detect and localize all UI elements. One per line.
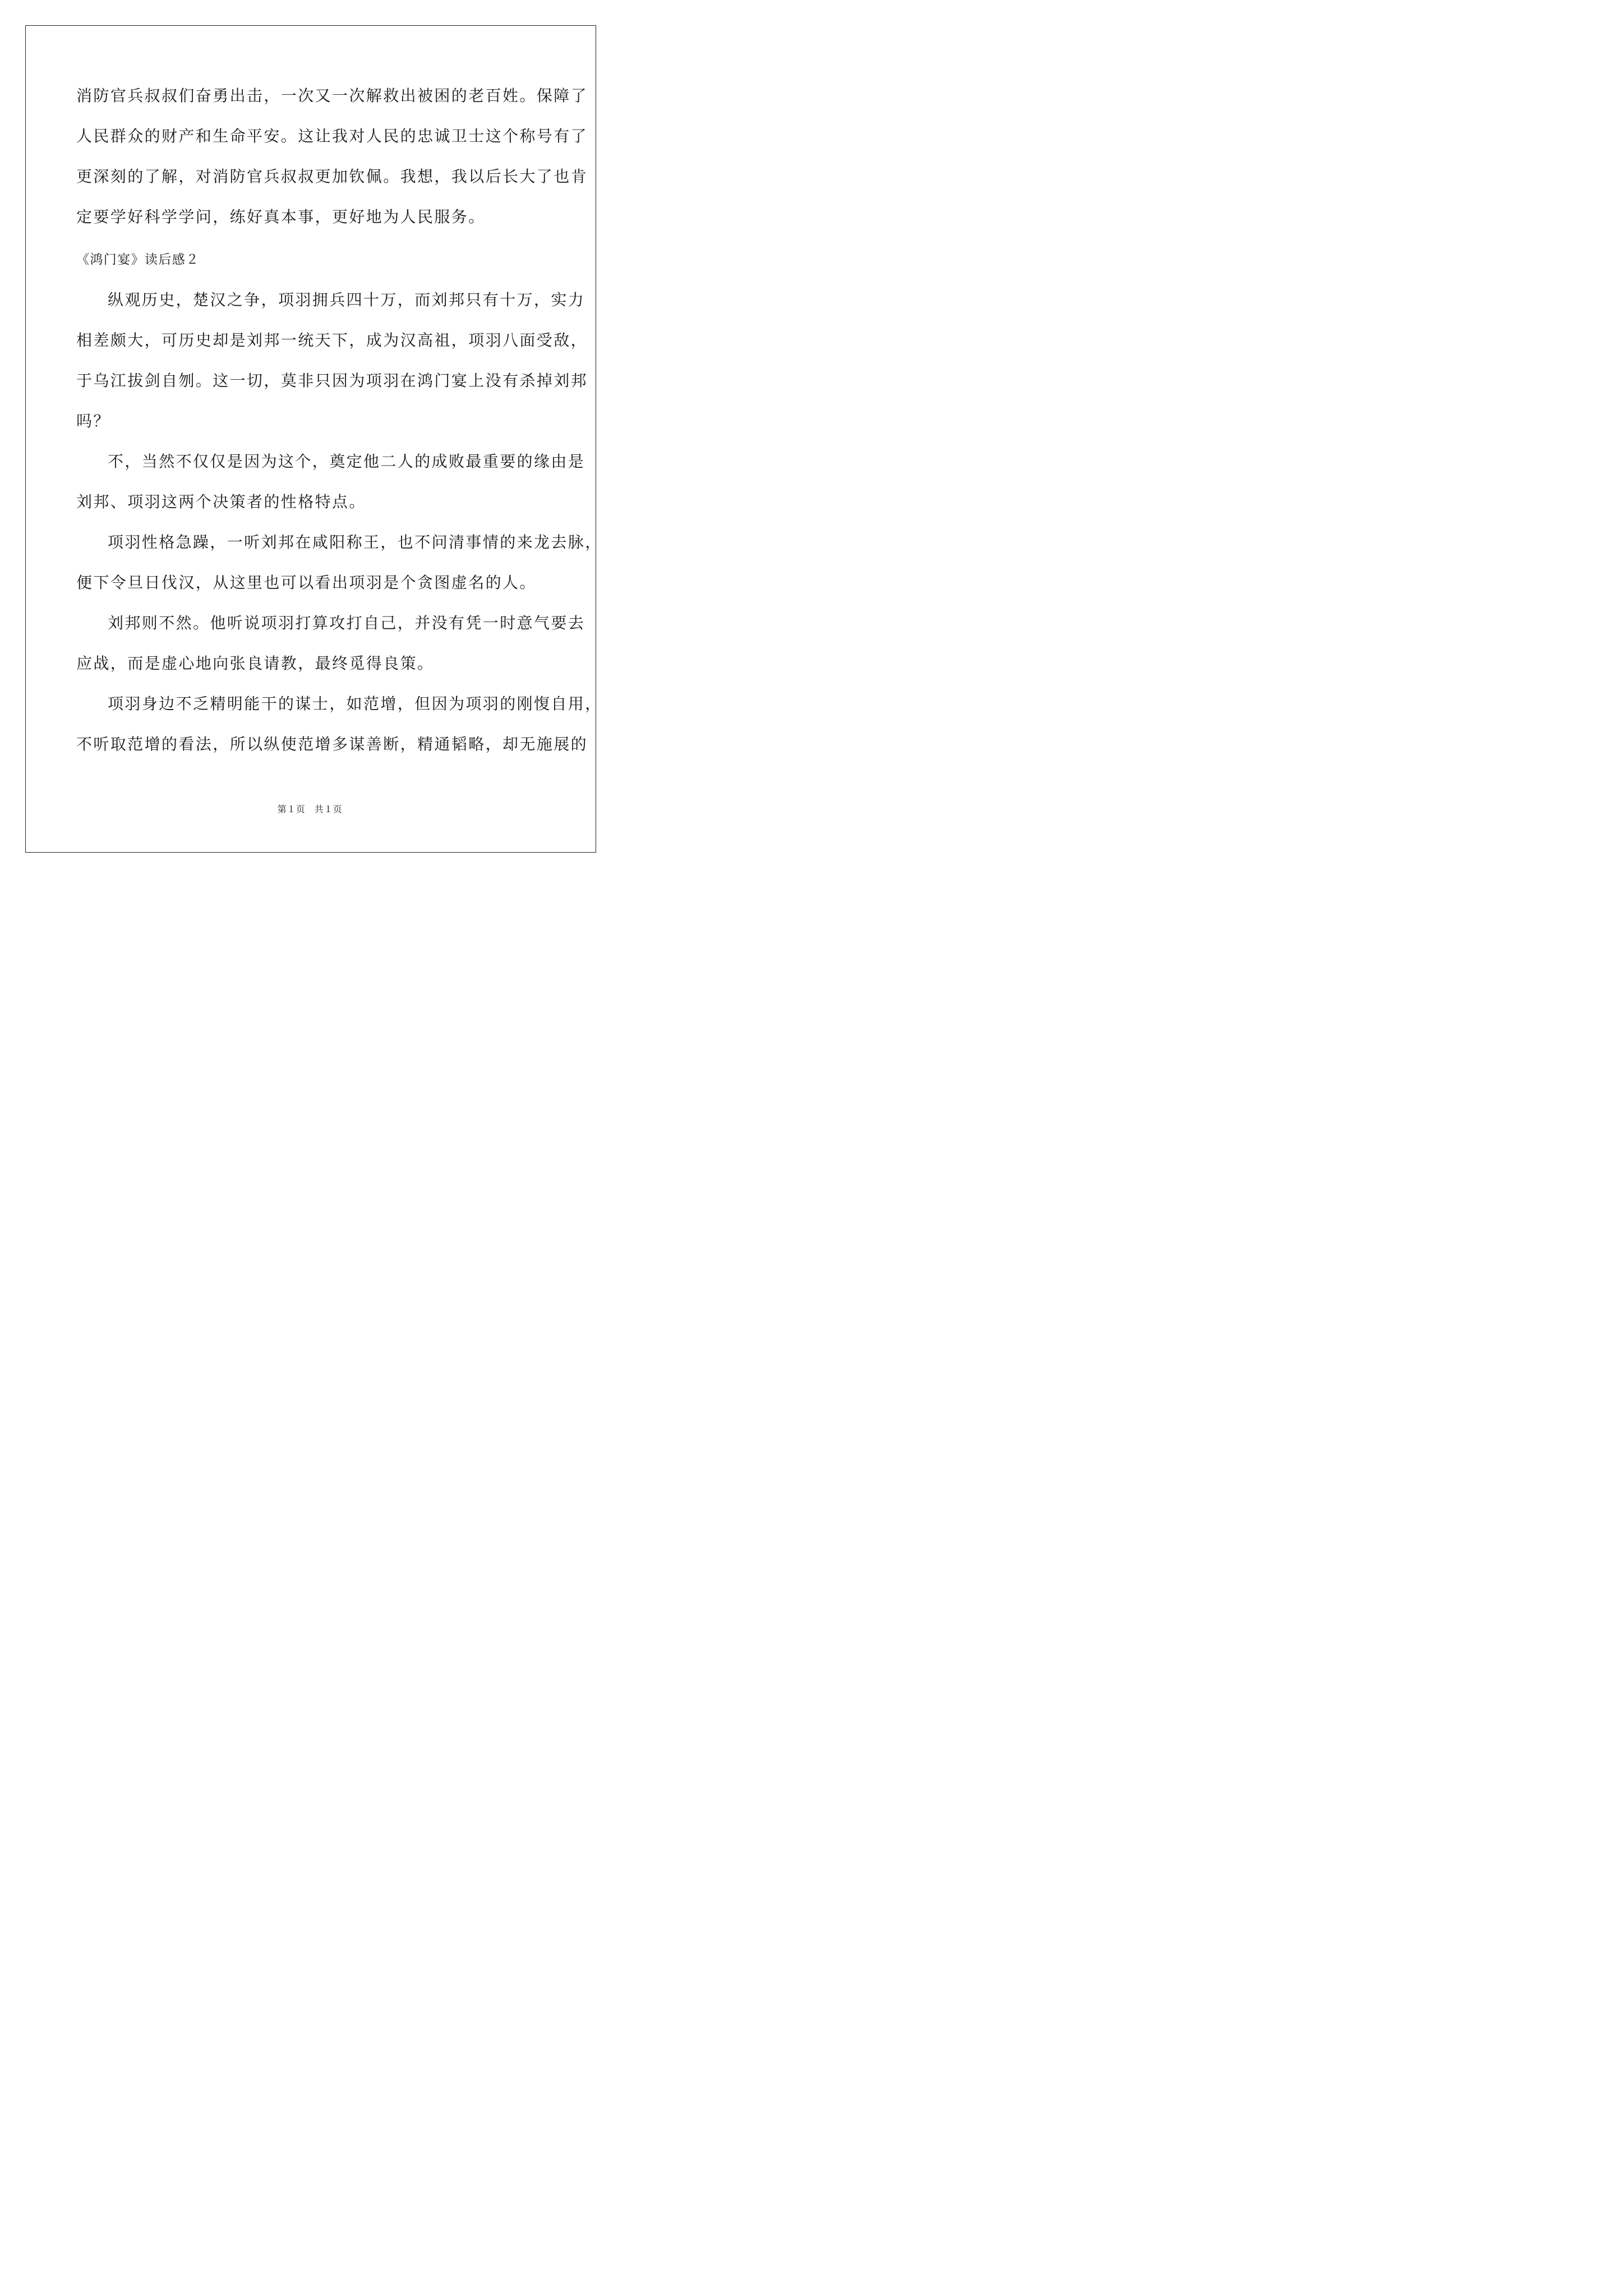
paragraph-first-line: 项羽性格急躁，一听刘邦在咸阳称王，也不问清事情的来龙去脉， [108,533,602,551]
body-text-line: 更深刻的了解，对消防官兵叔叔更加钦佩。我想，我以后长大了也肯 [76,167,588,186]
page-border [25,25,596,853]
page-footer: 第１页 共１页 [277,804,343,815]
paragraph-first-line: 纵观历史，楚汉之争，项羽拥兵四十万，而刘邦只有十万，实力 [108,291,585,309]
body-text-line: 不听取范增的看法，所以纵使范增多谋善断，精通韬略，却无施展的 [76,735,588,753]
body-text-line: 刘邦、项羽这两个决策者的性格特点。 [76,493,366,511]
body-text-line: 消防官兵叔叔们奋勇出击，一次又一次解救出被困的老百姓。保障了 [76,86,588,105]
body-text-line: 相差颇大，可历史却是刘邦一统天下，成为汉高祖，项羽八面受敌， [76,331,588,349]
body-text-line: 吗？ [76,412,110,430]
paragraph-first-line: 刘邦则不然。他听说项羽打算攻打自己，并没有凭一时意气要去 [108,614,585,632]
paragraph-first-line: 不，当然不仅仅是因为这个，奠定他二人的成败最重要的缘由是 [108,452,585,471]
body-text-line: 应战，而是虚心地向张良请教，最终觅得良策。 [76,654,435,673]
body-text-line: 定要学好科学学问，练好真本事，更好地为人民服务。 [76,208,486,226]
paragraph-first-line: 项羽身边不乏精明能干的谋士，如范增，但因为项羽的刚愎自用， [108,694,602,713]
body-text-line: 于乌江拔剑自刎。这一切，莫非只因为项羽在鸿门宴上没有杀掉刘邦 [76,371,588,390]
body-text-line: 人民群众的财产和生命平安。这让我对人民的忠诚卫士这个称号有了 [76,127,588,145]
body-text-line: 便下令旦日伐汉，从这里也可以看出项羽是个贪图虚名的人。 [76,573,537,592]
section-heading: 《鸿门宴》读后感２ [76,252,200,267]
